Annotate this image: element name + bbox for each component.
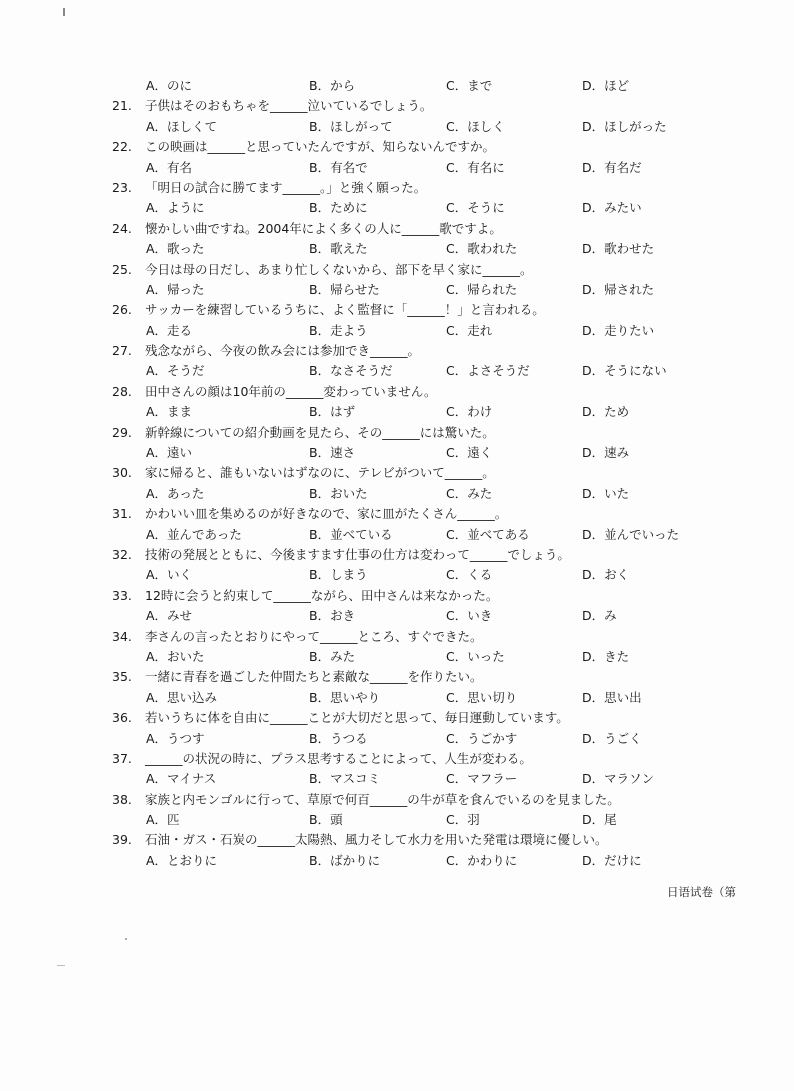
question-21 xyxy=(112,96,712,116)
option-row xyxy=(112,729,712,749)
option-b: B．歌えた xyxy=(309,241,368,257)
question-stem: 今日は母の日だし、あまり忙しくないから、部下を早く家に______。 xyxy=(145,261,533,277)
question-stem: 新幹線についての紹介動画を見たら、その______には驚いた。 xyxy=(145,424,495,440)
option-row xyxy=(112,484,712,504)
question-number: 31. xyxy=(112,506,132,522)
question-39 xyxy=(112,830,712,850)
option-row xyxy=(112,280,712,300)
question-35 xyxy=(112,667,712,687)
page-footer: 日语试卷（第 xyxy=(667,885,736,899)
option-d: D．うごく xyxy=(582,730,642,746)
option-a: A．匹 xyxy=(146,812,180,828)
option-d: D．走りたい xyxy=(582,322,655,338)
question-stem: 一緒に青春を過ごした仲間たちと素敵な______を作りたい。 xyxy=(145,669,483,685)
question-stem: かわいい皿を集めるのが好きなので、家に皿がたくさん______。 xyxy=(145,506,508,522)
option-b: B．なさそうだ xyxy=(309,363,393,379)
question-stem: この映画は______と思っていたんですが、知らないんですか。 xyxy=(145,139,496,155)
question-38 xyxy=(112,790,712,810)
option-c: C．うごかす xyxy=(446,730,518,746)
option-row xyxy=(112,361,712,381)
question-number: 26. xyxy=(112,302,132,318)
question-number: 22. xyxy=(112,139,132,155)
option-a: A．帰った xyxy=(146,281,205,297)
option-c: C．くる xyxy=(446,567,493,583)
option-row xyxy=(112,76,712,96)
option-c: C．かわりに xyxy=(446,852,518,868)
option-c: C．ほしく xyxy=(446,118,505,134)
option-row xyxy=(112,851,712,871)
option-b: B．から xyxy=(309,78,356,93)
question-23 xyxy=(112,178,712,198)
option-d: D．並んでいった xyxy=(582,526,680,542)
option-a: A．みせ xyxy=(146,608,193,624)
option-a: A．ほしくて xyxy=(146,118,218,134)
option-d: D．ほど xyxy=(582,78,630,93)
question-number: 23. xyxy=(112,179,132,195)
scan-speck xyxy=(63,8,65,16)
option-c: C．いき xyxy=(446,608,493,624)
option-c: C．思い切り xyxy=(446,689,518,705)
question-number: 29. xyxy=(112,424,132,440)
option-b: B．しまう xyxy=(309,567,368,583)
question-number: 27. xyxy=(112,343,132,359)
option-a: A．まま xyxy=(146,404,193,420)
option-row xyxy=(112,117,712,137)
question-28 xyxy=(112,382,712,402)
option-a: A．そうだ xyxy=(146,363,205,379)
option-d: D．帰された xyxy=(582,281,655,297)
option-b: B．ばかりに xyxy=(309,852,381,868)
option-c: C．いった xyxy=(446,648,505,664)
option-d: D．ほしがった xyxy=(582,118,667,134)
option-row xyxy=(112,525,712,545)
option-a: A．のに xyxy=(146,78,193,93)
option-row xyxy=(112,402,712,422)
question-number: 28. xyxy=(112,383,132,399)
question-30 xyxy=(112,463,712,483)
option-d: D．みたい xyxy=(582,200,642,216)
option-a: A．とおりに xyxy=(146,852,218,868)
question-stem: ______の状況の時に、プラス思考することによって、人生が変わる。 xyxy=(145,750,532,766)
question-27 xyxy=(112,341,712,361)
question-stem: サッカーを練習しているうちに、よく監督に「______！」と言われる。 xyxy=(145,302,545,318)
question-number: 37. xyxy=(112,750,132,766)
question-number: 36. xyxy=(112,710,132,726)
option-row xyxy=(112,198,712,218)
question-number: 39. xyxy=(112,832,132,848)
option-d: D．いた xyxy=(582,485,630,501)
option-c: C．そうに xyxy=(446,200,505,216)
option-b: B．思いやり xyxy=(309,689,381,705)
question-34 xyxy=(112,627,712,647)
option-a: A．遠い xyxy=(146,445,193,461)
question-stem: 若いうちに体を自由に______ことが大切だと思って、毎日運動しています。 xyxy=(145,710,569,726)
question-stem: 李さんの言ったとおりにやって______ところ、すぐできた。 xyxy=(145,628,483,644)
option-row xyxy=(112,769,712,789)
option-c: C．まで xyxy=(446,78,493,93)
option-d: D．ため xyxy=(582,404,630,420)
option-d: D．有名だ xyxy=(582,159,642,175)
question-number: 21. xyxy=(112,98,132,114)
option-d: D．み xyxy=(582,608,617,624)
option-c: C．みた xyxy=(446,485,493,501)
question-number: 38. xyxy=(112,791,132,807)
option-b: B．おき xyxy=(309,608,356,624)
scan-speck xyxy=(57,965,65,966)
question-stem: 子供はそのおもちゃを______泣いているでしょう。 xyxy=(145,98,433,114)
option-a: A．有名 xyxy=(146,159,193,175)
question-list xyxy=(112,76,712,871)
option-b: B．頭 xyxy=(309,812,343,828)
question-stem: 残念ながら、今夜の飲み会には参加でき______。 xyxy=(145,343,421,359)
option-row xyxy=(112,239,712,259)
option-a: A．並んであった xyxy=(146,526,242,542)
option-d: D．おく xyxy=(582,567,630,583)
question-stem: 家族と内モンゴルに行って、草原で何百______の牛が草を食んでいるのを見ました。 xyxy=(145,791,620,807)
option-a: A．ように xyxy=(146,200,205,216)
option-a: A．歌った xyxy=(146,241,205,257)
option-c: C．並べてある xyxy=(446,526,530,542)
option-d: D．歌わせた xyxy=(582,241,655,257)
question-number: 24. xyxy=(112,220,132,236)
option-d: D．きた xyxy=(582,648,630,664)
option-a: A．いく xyxy=(146,567,193,583)
option-b: B．おいた xyxy=(309,485,368,501)
option-row xyxy=(112,606,712,626)
question-33 xyxy=(112,586,712,606)
option-b: B．速さ xyxy=(309,445,356,461)
option-c: C．よさそうだ xyxy=(446,363,530,379)
option-a: A．マイナス xyxy=(146,771,217,787)
option-b: B．はず xyxy=(309,404,356,420)
question-31 xyxy=(112,504,712,524)
option-c: C．わけ xyxy=(446,404,493,420)
question-number: 35. xyxy=(112,669,132,685)
question-number: 34. xyxy=(112,628,132,644)
question-stem: 技術の発展とともに、今後ますます仕事の仕方は変わって______でしょう。 xyxy=(145,546,570,562)
option-row xyxy=(112,647,712,667)
option-d: D．だけに xyxy=(582,852,642,868)
option-b: B．帰らせた xyxy=(309,281,380,297)
question-36 xyxy=(112,708,712,728)
option-c: C．羽 xyxy=(446,812,480,828)
option-d: D．思い出 xyxy=(582,689,642,705)
question-stem: 12時に会うと約束して______ながら、田中さんは来なかった。 xyxy=(145,587,499,603)
option-a: A．思い込み xyxy=(146,689,218,705)
option-d: D．マラソン xyxy=(582,771,655,787)
option-d: D．尾 xyxy=(582,812,617,828)
option-b: B．ために xyxy=(309,200,368,216)
option-a: A．うつす xyxy=(146,730,205,746)
question-stem: 懐かしい曲ですね。2004年によく多くの人に______歌ですよ。 xyxy=(145,220,502,236)
question-stem: 家に帰ると、誰もいないはずなのに、テレビがついて______。 xyxy=(145,465,495,481)
option-row xyxy=(112,321,712,341)
option-c: C．走れ xyxy=(446,322,493,338)
question-24 xyxy=(112,219,712,239)
option-row xyxy=(112,158,712,178)
option-b: B．有名で xyxy=(309,159,368,175)
question-number: 25. xyxy=(112,261,132,277)
option-c: C．帰られた xyxy=(446,281,518,297)
option-d: D．そうにない xyxy=(582,363,667,379)
question-stem: 田中さんの顔は10年前の______変わっていません。 xyxy=(145,383,437,399)
question-stem: 石油・ガス・石炭の______太陽熱、風力そして水力を用いた発電は環境に優しい。 xyxy=(145,832,608,848)
option-b: B．走よう xyxy=(309,322,368,338)
option-b: B．みた xyxy=(309,648,356,664)
option-row xyxy=(112,810,712,830)
question-number: 33. xyxy=(112,587,132,603)
question-22 xyxy=(112,137,712,157)
question-32 xyxy=(112,545,712,565)
option-row xyxy=(112,565,712,585)
option-b: B．ほしがって xyxy=(309,118,393,134)
option-a: A．走る xyxy=(146,322,193,338)
question-stem: 「明日の試合に勝てます______。」と強く願った。 xyxy=(145,179,427,195)
scan-speck xyxy=(125,938,127,940)
option-a: A．おいた xyxy=(146,648,205,664)
question-25 xyxy=(112,260,712,280)
option-c: C．歌われた xyxy=(446,241,518,257)
option-b: B．マスコミ xyxy=(309,771,381,787)
question-26 xyxy=(112,300,712,320)
option-d: D．速み xyxy=(582,445,630,461)
option-c: C．マフラー xyxy=(446,771,518,787)
question-number: 30. xyxy=(112,465,132,481)
option-row xyxy=(112,688,712,708)
option-a: A．あった xyxy=(146,485,205,501)
option-c: C．遠く xyxy=(446,445,493,461)
option-row xyxy=(112,443,712,463)
option-b: B．うつる xyxy=(309,730,368,746)
question-29 xyxy=(112,423,712,443)
question-37 xyxy=(112,749,712,769)
question-number: 32. xyxy=(112,546,132,562)
option-b: B．並べている xyxy=(309,526,393,542)
option-c: C．有名に xyxy=(446,159,505,175)
